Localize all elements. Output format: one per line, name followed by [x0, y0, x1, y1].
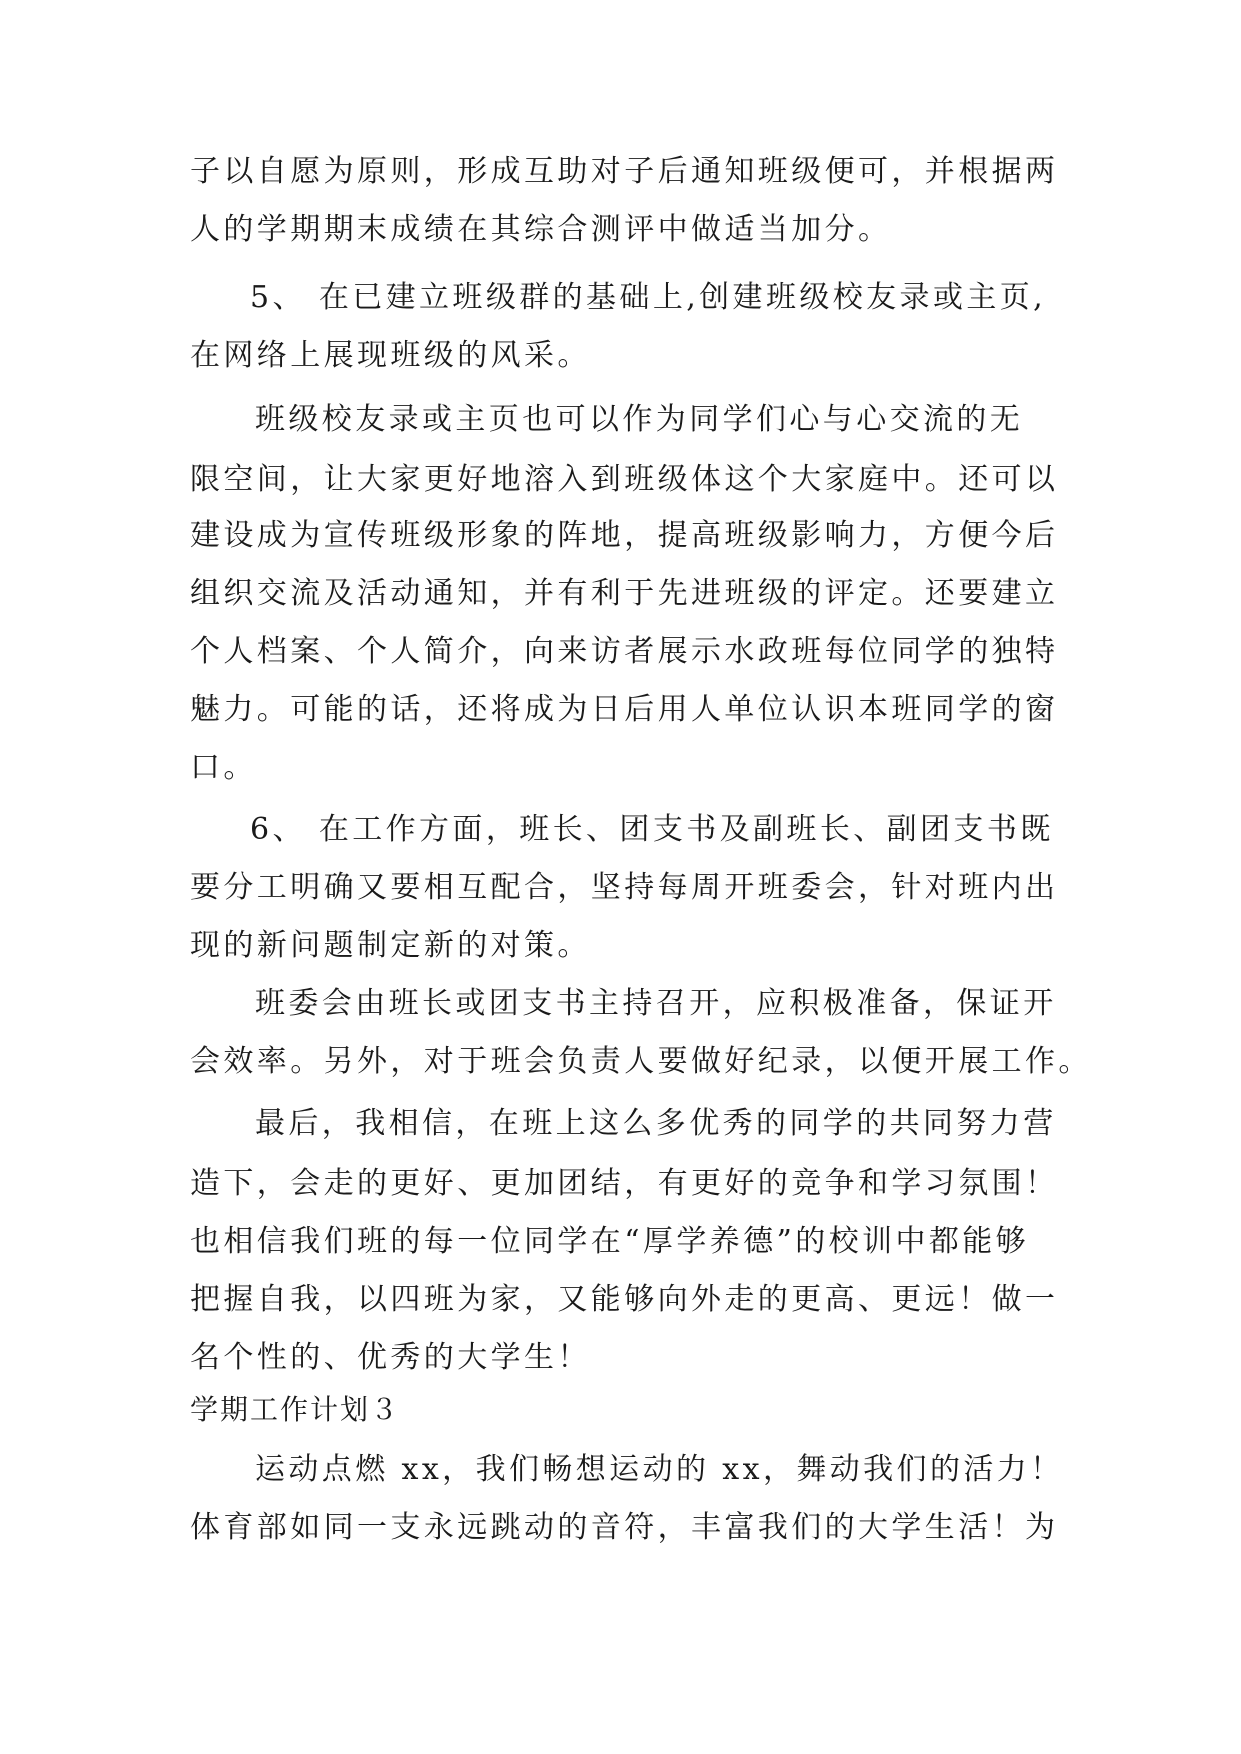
text-line: 名个性的、优秀的大学生！: [190, 1340, 591, 1375]
text-line: 限空间，让大家更好地溶入到班级体这个大家庭中。还可以: [190, 462, 1059, 497]
text-line: 6、 在工作方面，班长、团支书及副班长、副团支书既: [250, 812, 1054, 847]
text-line: 5、 在已建立班级群的基础上,创建班级校友录或主页,: [250, 280, 1047, 315]
text-line: 在网络上展现班级的风采。: [190, 338, 591, 373]
text-line: 体育部如同一支永远跳动的音符，丰富我们的大学生活！为: [190, 1510, 1059, 1545]
text-line: 班委会由班长或团支书主持召开，应积极准备，保证开: [255, 986, 1057, 1021]
text-line: 子以自愿为原则，形成互助对子后通知班级便可，并根据两: [190, 154, 1059, 189]
text-line: 口。: [190, 750, 257, 785]
text-line: 人的学期期末成绩在其综合测评中做适当加分。: [190, 212, 892, 247]
section-heading: 学期工作计划３: [190, 1393, 401, 1426]
text-line: 运动点燃 xx，我们畅想运动的 xx，舞动我们的活力！: [255, 1452, 1064, 1487]
text-line: 造下，会走的更好、更加团结，有更好的竞争和学习氛围！: [190, 1166, 1059, 1201]
text-line: 个人档案、个人简介，向来访者展示水政班每位同学的独特: [190, 634, 1059, 669]
text-line: 会效率。另外，对于班会负责人要做好纪录，以便开展工作。: [190, 1044, 1092, 1079]
text-line: 把握自我，以四班为家，又能够向外走的更高、更远！做一: [190, 1282, 1059, 1317]
text-line: 最后，我相信，在班上这么多优秀的同学的共同努力营: [255, 1106, 1057, 1141]
text-line: 组织交流及活动通知，并有利于先进班级的评定。还要建立: [190, 576, 1059, 611]
text-line: 也相信我们班的每一位同学在“厚学养德”的校训中都能够: [190, 1224, 1030, 1259]
text-line: 要分工明确又要相互配合，坚持每周开班委会，针对班内出: [190, 870, 1059, 905]
text-line: 班级校友录或主页也可以作为同学们心与心交流的无: [255, 402, 1024, 437]
text-line: 建设成为宣传班级形象的阵地，提高班级影响力，方便今后: [190, 518, 1059, 553]
text-line: 现的新问题制定新的对策。: [190, 928, 591, 963]
text-line: 魅力。可能的话，还将成为日后用人单位认识本班同学的窗: [190, 692, 1059, 727]
